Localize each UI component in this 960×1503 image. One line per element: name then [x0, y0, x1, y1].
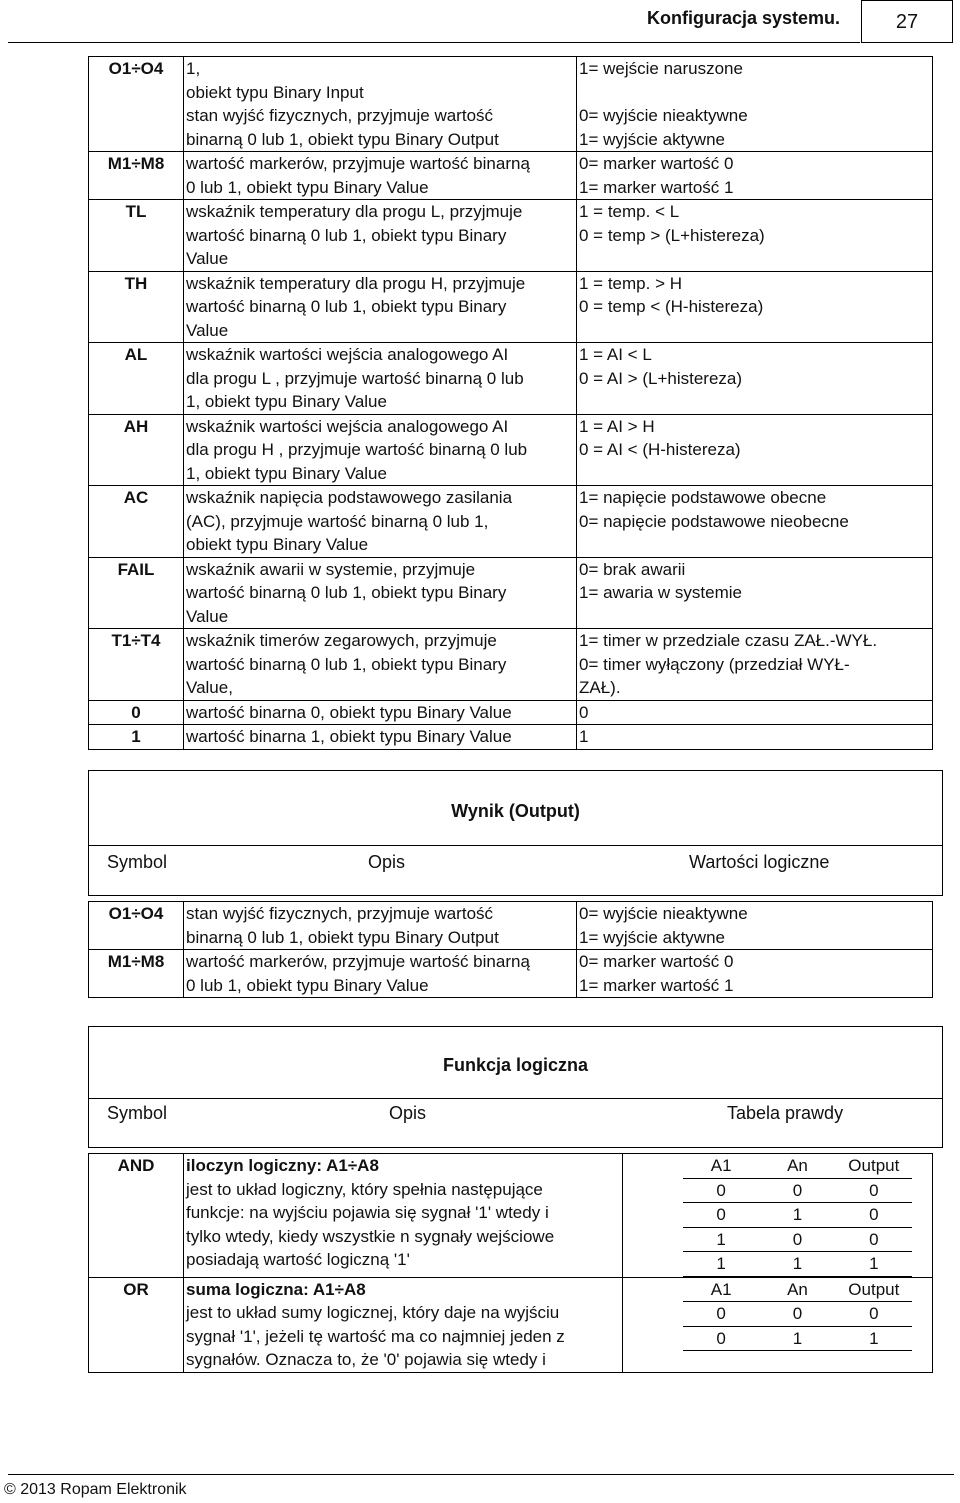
- truth-value: An: [759, 1278, 835, 1302]
- input-description: 1, obiekt typu Binary Input stan wyjść fizycznych, przyjmuje wartość binarną 0 lub 1, obiekt typu Binary Output: [184, 57, 577, 152]
- input-values: 1 = temp. > H 0 = temp < (H-histereza): [577, 271, 933, 343]
- table-row: [89, 700, 933, 725]
- truth-value: 0: [759, 1227, 835, 1252]
- truth-row: [683, 1326, 912, 1351]
- input-values: 1= timer w przedziale czasu ZAŁ.-WYŁ. 0= timer wyłączony (przedział WYŁ- ZAŁ).: [577, 629, 933, 701]
- input-values: 1= napięcie podstawowe obecne 0= napięcie podstawowe nieobecne: [577, 486, 933, 558]
- output-symbol: O1÷O4: [89, 902, 184, 950]
- truth-value: 0: [836, 1227, 912, 1252]
- truth-row: [683, 1203, 912, 1228]
- table-row: [89, 557, 933, 629]
- table-row: [89, 1154, 933, 1278]
- logic-description: [184, 1154, 623, 1278]
- table-row: [89, 414, 933, 486]
- input-symbol: M1÷M8: [89, 152, 184, 200]
- truth-row: [683, 1278, 912, 1302]
- truth-value: Output: [836, 1278, 912, 1302]
- logic-symbol: AND: [89, 1154, 184, 1278]
- truth-value: A1: [683, 1154, 759, 1178]
- footer-divider: [8, 1474, 954, 1475]
- input-symbol: 0: [89, 700, 184, 725]
- logic-header-row: [88, 1098, 943, 1148]
- output-col-values: Wartości logiczne: [689, 852, 830, 872]
- logic-function-text: jest to układ logiczny, który spełnia następujące funkcje: na wyjściu pojawia się sygnał '1' wtedy i tylko wtedy, kiedy wszystkie n sygnały wejściowe posiadają wartość logiczną '1': [186, 1179, 555, 1269]
- table-row: [89, 629, 933, 701]
- table-row: [89, 725, 933, 750]
- logic-col-symbol: Symbol: [107, 1103, 168, 1123]
- truth-value: 0: [683, 1203, 759, 1228]
- input-description: wskaźnik awarii w systemie, przyjmuje wartość binarną 0 lub 1, obiekt typu Binary Value: [184, 557, 577, 629]
- logic-section-title: Funkcja logiczna: [88, 1026, 943, 1099]
- truth-row: [683, 1178, 912, 1203]
- truth-table-cell: [623, 1277, 933, 1372]
- input-description: wartość binarna 1, obiekt typu Binary Value: [184, 725, 577, 750]
- truth-value: 0: [683, 1326, 759, 1351]
- truth-value: 0: [836, 1203, 912, 1228]
- logic-description: [184, 1277, 623, 1372]
- truth-row: [683, 1154, 912, 1178]
- input-symbol: AH: [89, 414, 184, 486]
- output-description: stan wyjść fizycznych, przyjmuje wartość binarną 0 lub 1, obiekt typu Binary Output: [184, 902, 577, 950]
- table-row: [89, 950, 933, 998]
- output-values: 0= marker wartość 0 1= marker wartość 1: [577, 950, 933, 998]
- output-symbol: M1÷M8: [89, 950, 184, 998]
- input-symbol: 1: [89, 725, 184, 750]
- page-number: 27: [861, 0, 953, 43]
- output-values: 0= wyjście nieaktywne 1= wyjście aktywne: [577, 902, 933, 950]
- logic-table: [88, 1153, 933, 1373]
- input-values: 1 = temp. < L 0 = temp > (L+histereza): [577, 200, 933, 272]
- table-row: [89, 486, 933, 558]
- truth-value: 1: [836, 1252, 912, 1277]
- output-description: wartość markerów, przyjmuje wartość binarną 0 lub 1, obiekt typu Binary Value: [184, 950, 577, 998]
- input-symbol: AL: [89, 343, 184, 415]
- input-values: 0= brak awarii 1= awaria w systemie: [577, 557, 933, 629]
- output-col-desc: Opis: [368, 852, 406, 872]
- truth-value: Output: [836, 1154, 912, 1178]
- input-description: wartość binarna 0, obiekt typu Binary Value: [184, 700, 577, 725]
- truth-value: 0: [759, 1302, 835, 1327]
- truth-table: [683, 1154, 912, 1277]
- output-header-row: [88, 845, 943, 896]
- logic-col-desc: Opis: [389, 1103, 427, 1123]
- truth-row: [683, 1227, 912, 1252]
- truth-row: [683, 1252, 912, 1277]
- input-description: wartość markerów, przyjmuje wartość binarną 0 lub 1, obiekt typu Binary Value: [184, 152, 577, 200]
- table-row: [89, 152, 933, 200]
- truth-row: [683, 1302, 912, 1327]
- header-divider: [8, 42, 860, 43]
- input-symbol: FAIL: [89, 557, 184, 629]
- table-row: [89, 343, 933, 415]
- truth-value: 0: [683, 1302, 759, 1327]
- truth-value: An: [759, 1154, 835, 1178]
- truth-value: A1: [683, 1278, 759, 1302]
- input-values: 1 = AI < L 0 = AI > (L+histereza): [577, 343, 933, 415]
- truth-value: 1: [683, 1227, 759, 1252]
- input-symbol: AC: [89, 486, 184, 558]
- input-description: wskaźnik wartości wejścia analogowego AI dla progu L , przyjmuje wartość binarną 0 lub 1, obiekt typu Binary Value: [184, 343, 577, 415]
- truth-value: 0: [759, 1178, 835, 1203]
- truth-value: 0: [836, 1178, 912, 1203]
- copyright-footer: © 2013 Ropam Elektronik: [4, 1481, 187, 1498]
- truth-table-cell: [623, 1154, 933, 1278]
- truth-value: 1: [836, 1326, 912, 1351]
- table-row: [89, 271, 933, 343]
- logic-symbol: OR: [89, 1277, 184, 1372]
- input-description: wskaźnik napięcia podstawowego zasilania (AC), przyjmuje wartość binarną 0 lub 1, obiekt typu Binary Value: [184, 486, 577, 558]
- input-values: 0= marker wartość 0 1= marker wartość 1: [577, 152, 933, 200]
- output-section-title: Wynik (Output): [88, 770, 943, 846]
- input-description: wskaźnik temperatury dla progu H, przyjmuje wartość binarną 0 lub 1, obiekt typu Binary Value: [184, 271, 577, 343]
- input-objects-table: [88, 56, 933, 750]
- input-symbol: O1÷O4: [89, 57, 184, 152]
- input-symbol: TH: [89, 271, 184, 343]
- table-row: [89, 902, 933, 950]
- truth-table: [683, 1278, 912, 1352]
- input-symbol: TL: [89, 200, 184, 272]
- output-table: [88, 901, 933, 998]
- input-symbol: T1÷T4: [89, 629, 184, 701]
- page-header-title: Konfiguracja systemu.: [647, 8, 841, 28]
- truth-value: 1: [683, 1252, 759, 1277]
- input-values: 1= wejście naruszone 0= wyjście nieaktywne 1= wyjście aktywne: [577, 57, 933, 152]
- input-description: wskaźnik wartości wejścia analogowego AI dla progu H , przyjmuje wartość binarną 0 lub 1, obiekt typu Binary Value: [184, 414, 577, 486]
- logic-function-name: iloczyn logiczny: A1÷A8: [186, 1156, 379, 1175]
- input-description: wskaźnik timerów zegarowych, przyjmuje wartość binarną 0 lub 1, obiekt typu Binary Value,: [184, 629, 577, 701]
- input-values: 0: [577, 700, 933, 725]
- input-description: wskaźnik temperatury dla progu L, przyjmuje wartość binarną 0 lub 1, obiekt typu Binary Value: [184, 200, 577, 272]
- table-row: [89, 57, 933, 152]
- input-values: 1 = AI > H 0 = AI < (H-histereza): [577, 414, 933, 486]
- truth-value: 1: [759, 1252, 835, 1277]
- logic-function-text: jest to układ sumy logicznej, który daje na wyjściu sygnał '1', jeżeli tę wartość ma co najmniej jeden z sygnałów. Oznacza to, że '0' pojawia się wtedy i: [186, 1303, 565, 1369]
- truth-value: 0: [683, 1178, 759, 1203]
- table-row: [89, 200, 933, 272]
- logic-function-name: suma logiczna: A1÷A8: [186, 1279, 366, 1299]
- logic-col-values: Tabela prawdy: [727, 1103, 844, 1123]
- input-values: 1: [577, 725, 933, 750]
- table-row: [89, 1277, 933, 1372]
- output-col-symbol: Symbol: [107, 852, 168, 872]
- truth-value: 0: [836, 1302, 912, 1327]
- truth-value: 1: [759, 1326, 835, 1351]
- truth-value: 1: [759, 1203, 835, 1228]
